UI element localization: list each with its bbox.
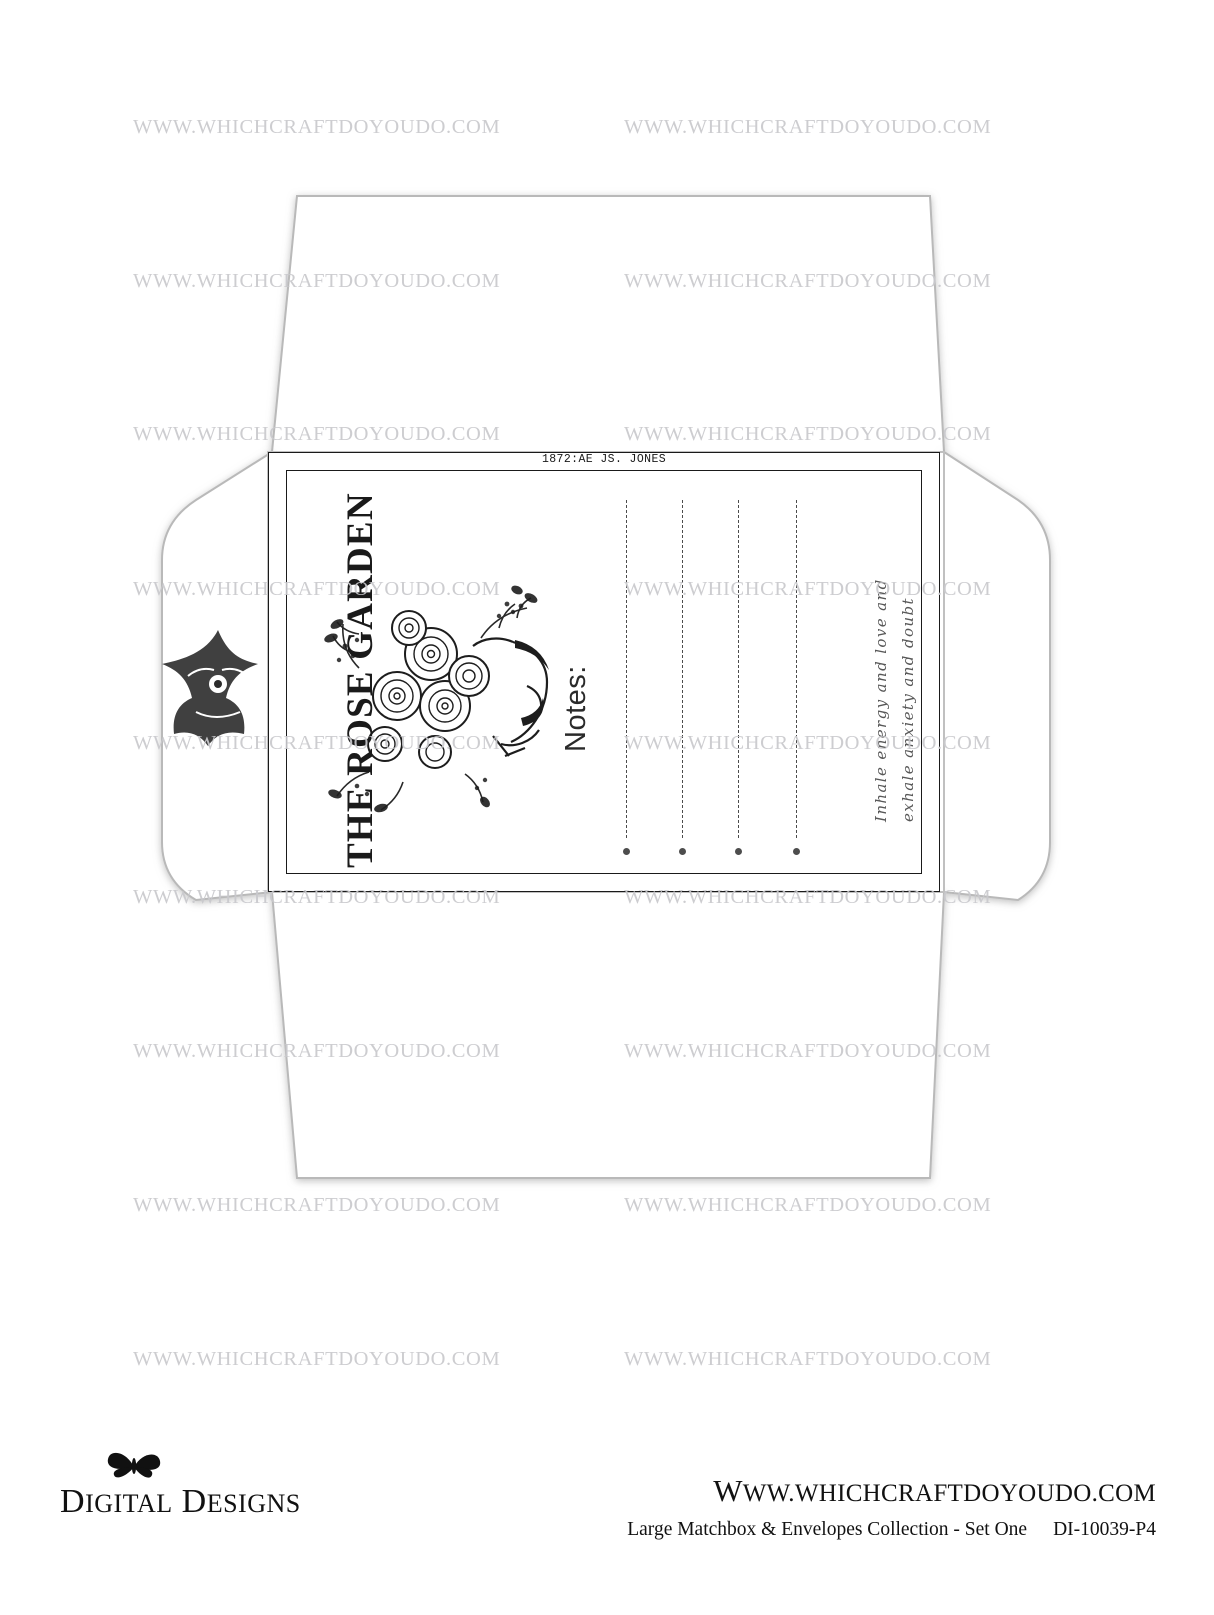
watermark-text: WWW.WHICHCRAFTDOYOUDO.COM bbox=[133, 578, 501, 600]
stamp-code-text: 1872:AE JS. JONES bbox=[541, 453, 667, 466]
brand-cap-2: D bbox=[181, 1483, 207, 1520]
watermark-text: WWW.WHICHCRAFTDOYOUDO.COM bbox=[133, 1194, 501, 1216]
envelope-top-flap bbox=[272, 196, 944, 452]
footer-collection-name: Large Matchbox & Envelopes Collection - Set One bbox=[627, 1519, 1028, 1540]
watermark-text: WWW.WHICHCRAFTDOYOUDO.COM bbox=[624, 423, 992, 445]
brand-cap-1: D bbox=[60, 1483, 86, 1520]
page-footer bbox=[0, 1435, 1214, 1615]
note-line bbox=[738, 500, 739, 838]
watermark-text: WWW.WHICHCRAFTDOYOUDO.COM bbox=[133, 116, 501, 138]
script-quote-line-2: exhale anxiety and doubt bbox=[899, 597, 917, 822]
note-dot bbox=[679, 848, 686, 855]
watermark-text: WWW.WHICHCRAFTDOYOUDO.COM bbox=[624, 1348, 992, 1370]
footer-url-cap: W bbox=[713, 1473, 743, 1508]
footer-info bbox=[627, 1473, 1156, 1541]
script-quote bbox=[868, 492, 928, 822]
watermark-text: WWW.WHICHCRAFTDOYOUDO.COM bbox=[133, 732, 501, 754]
note-dot bbox=[793, 848, 800, 855]
printed-label-panel bbox=[268, 452, 940, 892]
panel-title bbox=[338, 476, 384, 868]
brand-rest-2: ESIGNS bbox=[206, 1489, 301, 1518]
footer-url-rest: WW.WHICHCRAFTDOYOUDO.COM bbox=[742, 1480, 1156, 1507]
brand-logo bbox=[60, 1483, 360, 1521]
watermark-text: WWW.WHICHCRAFTDOYOUDO.COM bbox=[624, 578, 992, 600]
envelope-right-flap bbox=[944, 452, 1050, 900]
note-line bbox=[682, 500, 683, 838]
watermark-text: WWW.WHICHCRAFTDOYOUDO.COM bbox=[133, 1348, 501, 1370]
note-line bbox=[626, 500, 627, 838]
brand-logo-text bbox=[60, 1483, 360, 1521]
watermark-text: WWW.WHICHCRAFTDOYOUDO.COM bbox=[624, 732, 992, 754]
panel-title-text: THE ROSE GARDEN bbox=[340, 492, 381, 868]
butterfly-icon bbox=[104, 1449, 164, 1483]
script-quote-line-1: Inhale energy and love and bbox=[872, 578, 890, 822]
notes-label bbox=[560, 665, 593, 752]
watermark-text: WWW.WHICHCRAFTDOYOUDO.COM bbox=[624, 1194, 992, 1216]
footer-sku: DI-10039-P4 bbox=[1053, 1519, 1156, 1540]
watermark-text: WWW.WHICHCRAFTDOYOUDO.COM bbox=[133, 1040, 501, 1062]
footer-website-url[interactable] bbox=[627, 1473, 1156, 1509]
brand-rest-1: IGITAL bbox=[85, 1489, 173, 1518]
note-dot bbox=[735, 848, 742, 855]
watermark-text: WWW.WHICHCRAFTDOYOUDO.COM bbox=[624, 270, 992, 292]
watermark-text: WWW.WHICHCRAFTDOYOUDO.COM bbox=[624, 116, 992, 138]
envelope-bottom-flap bbox=[272, 892, 944, 1178]
note-line bbox=[796, 500, 797, 838]
watermark-text: WWW.WHICHCRAFTDOYOUDO.COM bbox=[133, 423, 501, 445]
watermark-text: WWW.WHICHCRAFTDOYOUDO.COM bbox=[624, 886, 992, 908]
watermark-text: WWW.WHICHCRAFTDOYOUDO.COM bbox=[133, 886, 501, 908]
footer-collection-line bbox=[627, 1519, 1156, 1541]
watermark-text: WWW.WHICHCRAFTDOYOUDO.COM bbox=[624, 1040, 992, 1062]
note-dot bbox=[623, 848, 630, 855]
notes-label-text: Notes: bbox=[560, 665, 592, 752]
watermark-text: WWW.WHICHCRAFTDOYOUDO.COM bbox=[133, 270, 501, 292]
